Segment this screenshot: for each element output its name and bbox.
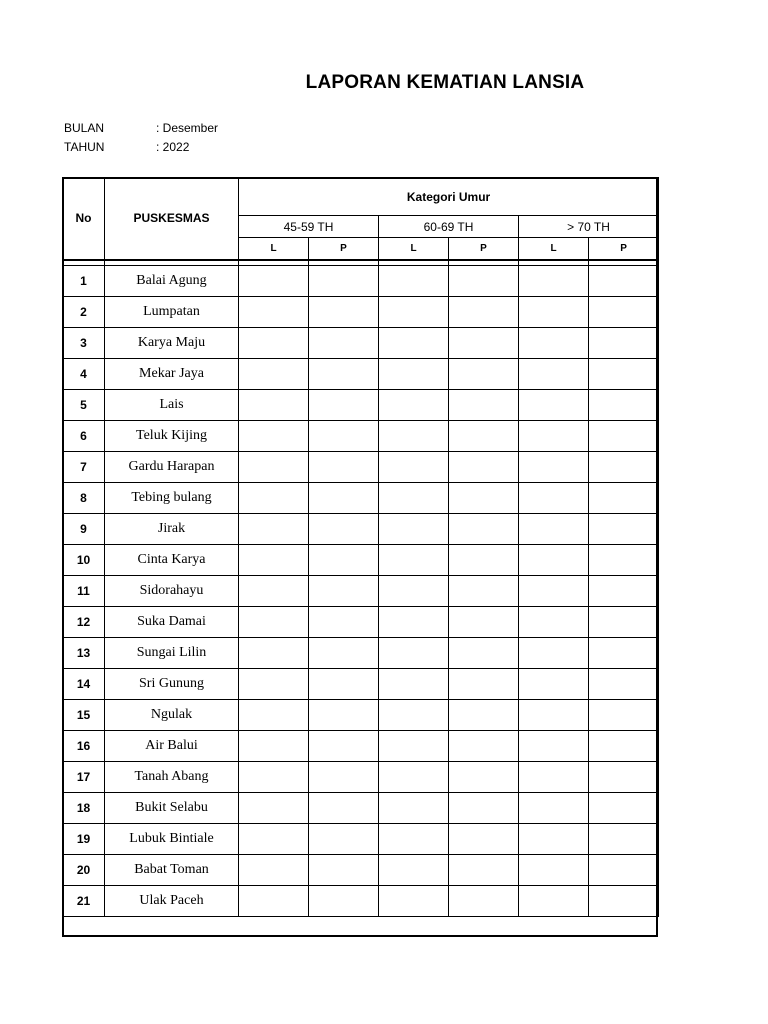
puskesmas-name: Cinta Karya (105, 544, 239, 575)
count-cell[interactable] (589, 451, 659, 482)
count-cell[interactable] (379, 420, 449, 451)
count-cell[interactable] (309, 606, 379, 637)
row-number: 6 (63, 420, 105, 451)
count-cell[interactable] (519, 296, 589, 327)
count-cell[interactable] (239, 420, 309, 451)
count-cell[interactable] (449, 451, 519, 482)
count-cell[interactable] (379, 637, 449, 668)
count-cell[interactable] (589, 296, 659, 327)
puskesmas-name: Tebing bulang (105, 482, 239, 513)
count-cell[interactable] (239, 575, 309, 606)
count-cell[interactable] (589, 327, 659, 358)
row-number: 16 (63, 730, 105, 761)
puskesmas-name: Babat Toman (105, 854, 239, 885)
header-gender-p: P (449, 238, 519, 260)
count-cell[interactable] (239, 699, 309, 730)
table-row (63, 265, 659, 296)
count-cell[interactable] (309, 358, 379, 389)
puskesmas-name: Gardu Harapan (105, 451, 239, 482)
count-cell[interactable] (309, 823, 379, 854)
row-number: 1 (63, 265, 105, 296)
count-cell[interactable] (589, 544, 659, 575)
puskesmas-name: Ngulak (105, 699, 239, 730)
puskesmas-name: Mekar Jaya (105, 358, 239, 389)
count-cell[interactable] (449, 761, 519, 792)
count-cell[interactable] (239, 451, 309, 482)
count-cell[interactable] (589, 823, 659, 854)
count-cell[interactable] (449, 296, 519, 327)
count-cell[interactable] (309, 451, 379, 482)
count-cell[interactable] (519, 327, 589, 358)
count-cell[interactable] (449, 637, 519, 668)
table-row (63, 420, 659, 451)
count-cell[interactable] (589, 885, 659, 916)
table-row (63, 575, 659, 606)
row-number: 7 (63, 451, 105, 482)
row-number: 10 (63, 544, 105, 575)
puskesmas-name: Karya Maju (105, 327, 239, 358)
table-row (63, 358, 659, 389)
count-cell[interactable] (239, 823, 309, 854)
count-cell[interactable] (379, 482, 449, 513)
header-age-category: Kategori Umur (239, 178, 659, 216)
table-row (63, 637, 659, 668)
count-cell[interactable] (379, 513, 449, 544)
header-no: No (63, 178, 105, 260)
count-cell[interactable] (239, 885, 309, 916)
puskesmas-name: Suka Damai (105, 606, 239, 637)
count-cell[interactable] (449, 420, 519, 451)
count-cell[interactable] (449, 575, 519, 606)
count-cell[interactable] (449, 544, 519, 575)
count-cell[interactable] (519, 761, 589, 792)
row-number: 15 (63, 699, 105, 730)
row-number: 3 (63, 327, 105, 358)
count-cell[interactable] (309, 575, 379, 606)
count-cell[interactable] (379, 823, 449, 854)
table-row (63, 823, 659, 854)
row-number: 5 (63, 389, 105, 420)
count-cell[interactable] (519, 482, 589, 513)
count-cell[interactable] (589, 730, 659, 761)
year-label: TAHUN (64, 140, 105, 154)
puskesmas-name: Air Balui (105, 730, 239, 761)
report-title: LAPORAN KEMATIAN LANSIA (305, 72, 585, 93)
count-cell[interactable] (449, 668, 519, 699)
table-row (63, 389, 659, 420)
count-cell[interactable] (239, 637, 309, 668)
puskesmas-name: Sri Gunung (105, 668, 239, 699)
count-cell[interactable] (449, 792, 519, 823)
count-cell[interactable] (309, 544, 379, 575)
puskesmas-name: Tanah Abang (105, 761, 239, 792)
count-cell[interactable] (239, 730, 309, 761)
count-cell[interactable] (239, 854, 309, 885)
count-cell[interactable] (519, 854, 589, 885)
count-cell[interactable] (519, 358, 589, 389)
count-cell[interactable] (309, 389, 379, 420)
count-cell[interactable] (239, 327, 309, 358)
table-row (63, 885, 659, 916)
count-cell[interactable] (449, 606, 519, 637)
mortality-table (62, 177, 659, 917)
row-number: 21 (63, 885, 105, 916)
puskesmas-name: Ulak Paceh (105, 885, 239, 916)
count-cell[interactable] (589, 482, 659, 513)
count-cell[interactable] (379, 761, 449, 792)
table-row (63, 730, 659, 761)
row-number: 8 (63, 482, 105, 513)
count-cell[interactable] (519, 699, 589, 730)
count-cell[interactable] (519, 668, 589, 699)
count-cell[interactable] (589, 854, 659, 885)
count-cell[interactable] (449, 823, 519, 854)
count-cell[interactable] (309, 792, 379, 823)
count-cell[interactable] (449, 389, 519, 420)
table-row (63, 513, 659, 544)
count-cell[interactable] (309, 265, 379, 296)
table-row (63, 792, 659, 823)
row-number: 2 (63, 296, 105, 327)
puskesmas-name: Lubuk Bintiale (105, 823, 239, 854)
count-cell[interactable] (589, 606, 659, 637)
count-cell[interactable] (519, 792, 589, 823)
count-cell[interactable] (239, 513, 309, 544)
count-cell[interactable] (519, 575, 589, 606)
count-cell[interactable] (519, 420, 589, 451)
table-row (63, 699, 659, 730)
count-cell[interactable] (239, 482, 309, 513)
count-cell[interactable] (239, 761, 309, 792)
count-cell[interactable] (309, 482, 379, 513)
count-cell[interactable] (379, 544, 449, 575)
header-age-group: > 70 TH (519, 216, 659, 238)
row-number: 18 (63, 792, 105, 823)
count-cell[interactable] (239, 389, 309, 420)
row-number: 19 (63, 823, 105, 854)
count-cell[interactable] (379, 699, 449, 730)
count-cell[interactable] (379, 730, 449, 761)
puskesmas-name: Sidorahayu (105, 575, 239, 606)
count-cell[interactable] (519, 265, 589, 296)
count-cell[interactable] (449, 699, 519, 730)
puskesmas-name: Lumpatan (105, 296, 239, 327)
row-number: 9 (63, 513, 105, 544)
count-cell[interactable] (519, 513, 589, 544)
count-cell[interactable] (589, 358, 659, 389)
count-cell[interactable] (589, 389, 659, 420)
count-cell[interactable] (379, 296, 449, 327)
count-cell[interactable] (519, 730, 589, 761)
row-number: 20 (63, 854, 105, 885)
count-cell[interactable] (239, 668, 309, 699)
count-cell[interactable] (449, 513, 519, 544)
count-cell[interactable] (379, 451, 449, 482)
count-cell[interactable] (519, 637, 589, 668)
count-cell[interactable] (379, 854, 449, 885)
year-value: : 2022 (156, 140, 190, 154)
count-cell[interactable] (449, 885, 519, 916)
table-row (63, 296, 659, 327)
count-cell[interactable] (239, 265, 309, 296)
count-cell[interactable] (519, 389, 589, 420)
count-cell[interactable] (379, 885, 449, 916)
count-cell[interactable] (589, 513, 659, 544)
count-cell[interactable] (309, 699, 379, 730)
count-cell[interactable] (589, 420, 659, 451)
count-cell[interactable] (379, 606, 449, 637)
count-cell[interactable] (589, 575, 659, 606)
count-cell[interactable] (379, 389, 449, 420)
count-cell[interactable] (309, 761, 379, 792)
table-row (63, 327, 659, 358)
table-row (63, 854, 659, 885)
count-cell[interactable] (379, 327, 449, 358)
count-cell[interactable] (239, 792, 309, 823)
count-cell[interactable] (309, 885, 379, 916)
count-cell[interactable] (309, 327, 379, 358)
count-cell[interactable] (449, 327, 519, 358)
table-row (63, 451, 659, 482)
count-cell[interactable] (239, 544, 309, 575)
count-cell[interactable] (379, 265, 449, 296)
count-cell[interactable] (379, 358, 449, 389)
puskesmas-name: Sungai Lilin (105, 637, 239, 668)
count-cell[interactable] (379, 792, 449, 823)
header-gender-l: L (379, 238, 449, 260)
count-cell[interactable] (239, 358, 309, 389)
row-number: 14 (63, 668, 105, 699)
count-cell[interactable] (589, 761, 659, 792)
count-cell[interactable] (309, 854, 379, 885)
header-puskesmas: PUSKESMAS (105, 178, 239, 260)
count-cell[interactable] (589, 668, 659, 699)
table-row (63, 482, 659, 513)
count-cell[interactable] (449, 730, 519, 761)
count-cell[interactable] (589, 792, 659, 823)
count-cell[interactable] (309, 637, 379, 668)
count-cell[interactable] (379, 575, 449, 606)
count-cell[interactable] (449, 482, 519, 513)
puskesmas-name: Bukit Selabu (105, 792, 239, 823)
puskesmas-name: Jirak (105, 513, 239, 544)
table-row (63, 668, 659, 699)
count-cell[interactable] (309, 296, 379, 327)
header-gender-l: L (239, 238, 309, 260)
table-row (63, 544, 659, 575)
row-number: 17 (63, 761, 105, 792)
count-cell[interactable] (239, 296, 309, 327)
count-cell[interactable] (239, 606, 309, 637)
header-gender-l: L (519, 238, 589, 260)
count-cell[interactable] (589, 637, 659, 668)
count-cell[interactable] (519, 451, 589, 482)
month-value: : Desember (156, 121, 219, 135)
row-number: 12 (63, 606, 105, 637)
count-cell[interactable] (309, 668, 379, 699)
count-cell[interactable] (309, 420, 379, 451)
puskesmas-name: Lais (105, 389, 239, 420)
count-cell[interactable] (519, 544, 589, 575)
puskesmas-name: Balai Agung (105, 265, 239, 296)
count-cell[interactable] (519, 885, 589, 916)
count-cell[interactable] (449, 265, 519, 296)
puskesmas-name: Teluk Kijing (105, 420, 239, 451)
count-cell[interactable] (519, 606, 589, 637)
count-cell[interactable] (519, 823, 589, 854)
row-number: 4 (63, 358, 105, 389)
count-cell[interactable] (449, 854, 519, 885)
count-cell[interactable] (589, 265, 659, 296)
count-cell[interactable] (309, 730, 379, 761)
row-number: 11 (63, 575, 105, 606)
row-number: 13 (63, 637, 105, 668)
header-age-group: 45-59 TH (239, 216, 379, 238)
header-gender-p: P (309, 238, 379, 260)
count-cell[interactable] (449, 358, 519, 389)
table-row (63, 606, 659, 637)
count-cell[interactable] (309, 513, 379, 544)
count-cell[interactable] (379, 668, 449, 699)
count-cell[interactable] (589, 699, 659, 730)
table-row (63, 761, 659, 792)
header-age-group: 60-69 TH (379, 216, 519, 238)
month-label: BULAN (64, 121, 105, 135)
header-gender-p: P (589, 238, 659, 260)
